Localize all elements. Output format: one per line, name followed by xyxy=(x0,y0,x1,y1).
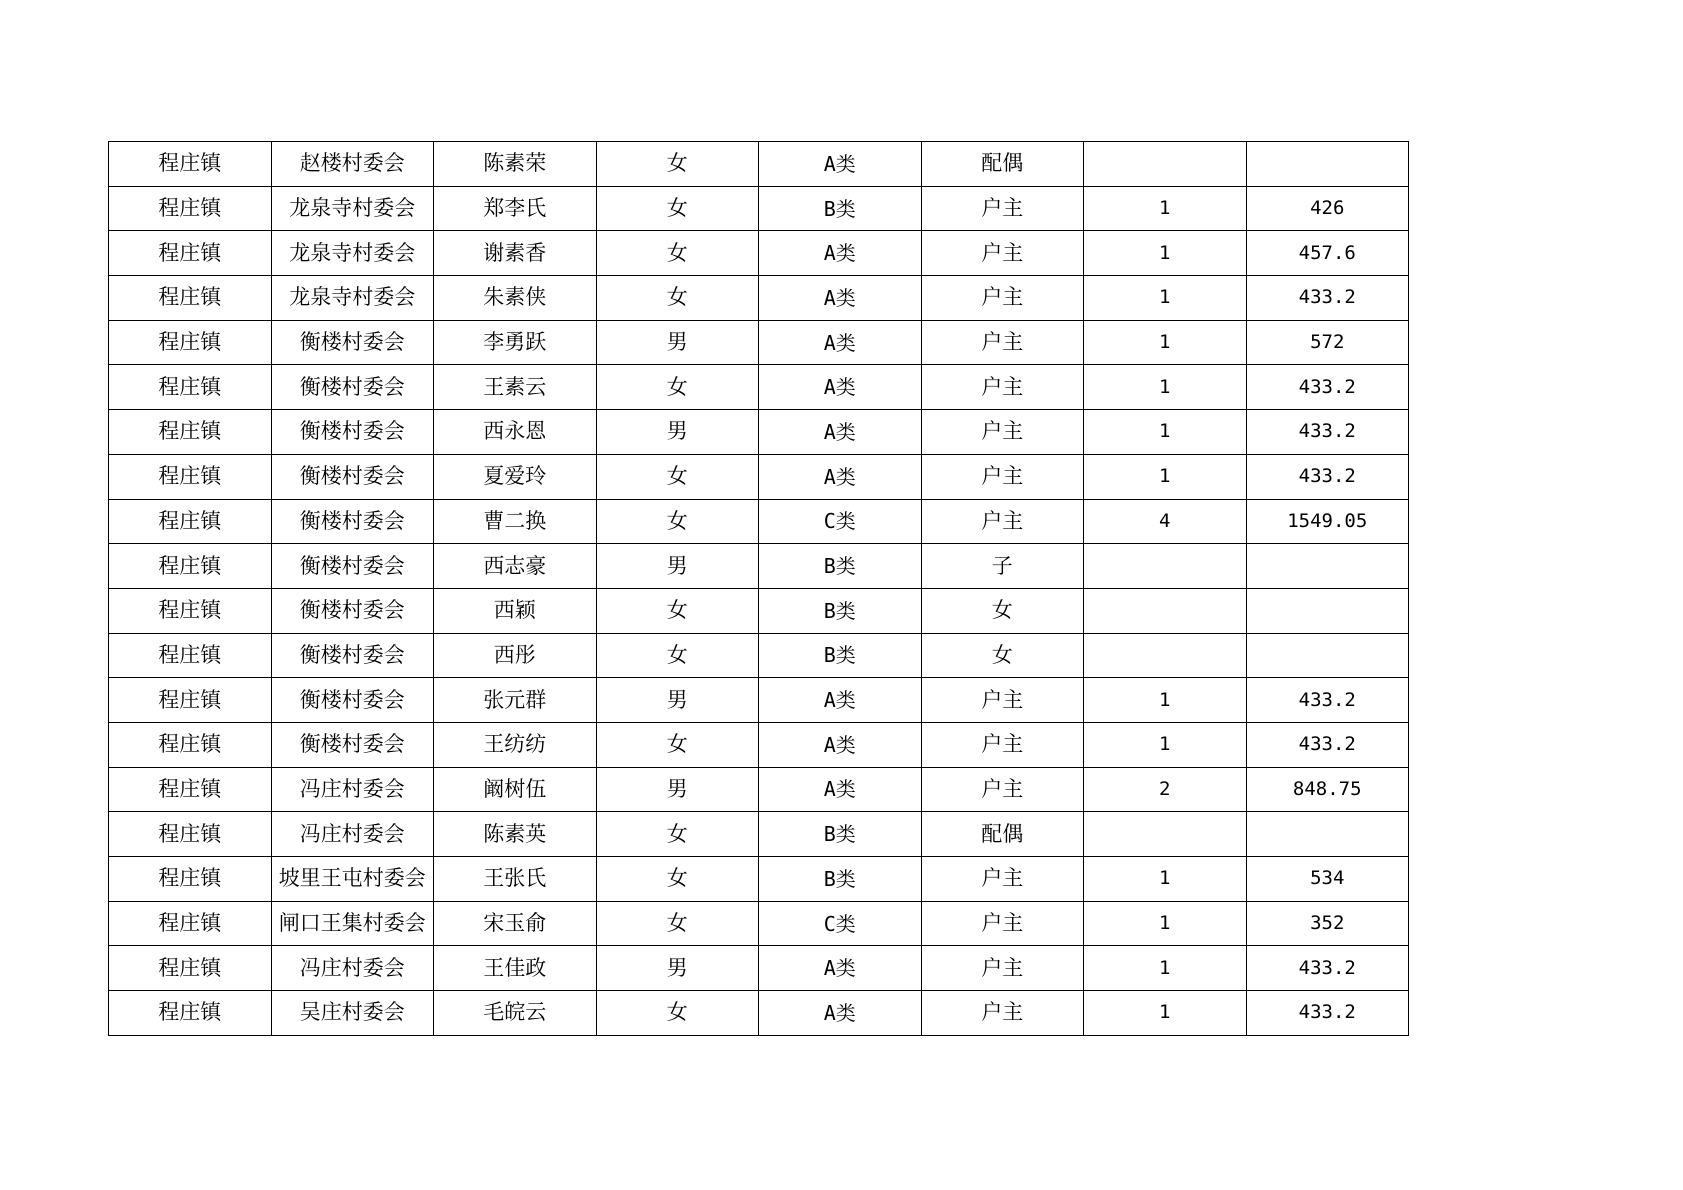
amount-cell xyxy=(1246,588,1409,633)
town-cell: 程庄镇 xyxy=(109,142,272,187)
village-committee-cell: 衡楼村委会 xyxy=(271,633,434,678)
relation-cell: 配偶 xyxy=(921,142,1084,187)
relation-cell: 户主 xyxy=(921,722,1084,767)
category-cell: A类 xyxy=(759,365,922,410)
town-cell: 程庄镇 xyxy=(109,276,272,321)
village-committee-cell: 冯庄村委会 xyxy=(271,946,434,991)
name-cell: 西永恩 xyxy=(434,410,597,455)
town-cell: 程庄镇 xyxy=(109,991,272,1036)
relation-cell: 子 xyxy=(921,544,1084,589)
gender-cell: 男 xyxy=(596,767,759,812)
gender-cell: 女 xyxy=(596,588,759,633)
category-cell: A类 xyxy=(759,678,922,723)
category-cell: C类 xyxy=(759,499,922,544)
category-cell: B类 xyxy=(759,633,922,678)
village-committee-cell: 龙泉寺村委会 xyxy=(271,231,434,276)
town-cell: 程庄镇 xyxy=(109,365,272,410)
category-cell: C类 xyxy=(759,901,922,946)
table-row xyxy=(109,767,1409,812)
town-cell: 程庄镇 xyxy=(109,857,272,902)
amount-cell xyxy=(1246,142,1409,187)
village-committee-cell: 龙泉寺村委会 xyxy=(271,186,434,231)
town-cell: 程庄镇 xyxy=(109,767,272,812)
household-size-cell: 1 xyxy=(1084,320,1247,365)
gender-cell: 女 xyxy=(596,499,759,544)
name-cell: 王素云 xyxy=(434,365,597,410)
village-committee-cell: 衡楼村委会 xyxy=(271,678,434,723)
table-row xyxy=(109,812,1409,857)
relation-cell: 女 xyxy=(921,588,1084,633)
gender-cell: 女 xyxy=(596,142,759,187)
gender-cell: 男 xyxy=(596,678,759,723)
amount-cell: 433.2 xyxy=(1246,410,1409,455)
amount-cell: 433.2 xyxy=(1246,991,1409,1036)
relation-cell: 户主 xyxy=(921,991,1084,1036)
gender-cell: 男 xyxy=(596,946,759,991)
town-cell: 程庄镇 xyxy=(109,410,272,455)
category-cell: A类 xyxy=(759,231,922,276)
household-size-cell: 4 xyxy=(1084,499,1247,544)
village-committee-cell: 冯庄村委会 xyxy=(271,812,434,857)
household-size-cell: 1 xyxy=(1084,857,1247,902)
amount-cell: 426 xyxy=(1246,186,1409,231)
village-committee-cell: 衡楼村委会 xyxy=(271,544,434,589)
table-body xyxy=(109,142,1409,1036)
table-row xyxy=(109,320,1409,365)
table-row xyxy=(109,499,1409,544)
amount-cell: 457.6 xyxy=(1246,231,1409,276)
relation-cell: 户主 xyxy=(921,767,1084,812)
household-size-cell xyxy=(1084,544,1247,589)
gender-cell: 女 xyxy=(596,857,759,902)
table-row xyxy=(109,991,1409,1036)
household-size-cell: 1 xyxy=(1084,991,1247,1036)
amount-cell: 433.2 xyxy=(1246,276,1409,321)
name-cell: 王张氏 xyxy=(434,857,597,902)
town-cell: 程庄镇 xyxy=(109,633,272,678)
household-size-cell: 1 xyxy=(1084,231,1247,276)
table-row xyxy=(109,142,1409,187)
name-cell: 夏爱玲 xyxy=(434,454,597,499)
village-committee-cell: 冯庄村委会 xyxy=(271,767,434,812)
name-cell: 李勇跃 xyxy=(434,320,597,365)
village-committee-cell: 衡楼村委会 xyxy=(271,588,434,633)
relation-cell: 户主 xyxy=(921,499,1084,544)
household-size-cell: 1 xyxy=(1084,276,1247,321)
town-cell: 程庄镇 xyxy=(109,946,272,991)
gender-cell: 女 xyxy=(596,231,759,276)
category-cell: A类 xyxy=(759,410,922,455)
town-cell: 程庄镇 xyxy=(109,231,272,276)
category-cell: B类 xyxy=(759,812,922,857)
town-cell: 程庄镇 xyxy=(109,588,272,633)
town-cell: 程庄镇 xyxy=(109,901,272,946)
table-row xyxy=(109,633,1409,678)
relation-cell: 户主 xyxy=(921,186,1084,231)
table-row xyxy=(109,544,1409,589)
category-cell: A类 xyxy=(759,767,922,812)
household-size-cell xyxy=(1084,812,1247,857)
table-row xyxy=(109,722,1409,767)
household-size-cell: 1 xyxy=(1084,454,1247,499)
category-cell: B类 xyxy=(759,857,922,902)
household-size-cell: 1 xyxy=(1084,410,1247,455)
relation-cell: 户主 xyxy=(921,678,1084,723)
household-size-cell: 1 xyxy=(1084,901,1247,946)
village-committee-cell: 衡楼村委会 xyxy=(271,410,434,455)
category-cell: B类 xyxy=(759,544,922,589)
table-row xyxy=(109,588,1409,633)
gender-cell: 女 xyxy=(596,365,759,410)
household-size-cell xyxy=(1084,588,1247,633)
gender-cell: 女 xyxy=(596,454,759,499)
household-size-cell: 1 xyxy=(1084,186,1247,231)
category-cell: A类 xyxy=(759,320,922,365)
data-table xyxy=(108,141,1409,1036)
amount-cell: 433.2 xyxy=(1246,454,1409,499)
town-cell: 程庄镇 xyxy=(109,722,272,767)
relation-cell: 女 xyxy=(921,633,1084,678)
amount-cell: 433.2 xyxy=(1246,678,1409,723)
household-size-cell xyxy=(1084,633,1247,678)
name-cell: 张元群 xyxy=(434,678,597,723)
gender-cell: 女 xyxy=(596,276,759,321)
village-committee-cell: 衡楼村委会 xyxy=(271,722,434,767)
relation-cell: 户主 xyxy=(921,320,1084,365)
table-row xyxy=(109,365,1409,410)
category-cell: B类 xyxy=(759,186,922,231)
name-cell: 王纺纺 xyxy=(434,722,597,767)
gender-cell: 女 xyxy=(596,722,759,767)
household-size-cell: 1 xyxy=(1084,722,1247,767)
table-row xyxy=(109,946,1409,991)
category-cell: A类 xyxy=(759,722,922,767)
name-cell: 西志豪 xyxy=(434,544,597,589)
village-committee-cell: 坡里王屯村委会 xyxy=(271,857,434,902)
town-cell: 程庄镇 xyxy=(109,678,272,723)
gender-cell: 女 xyxy=(596,633,759,678)
relation-cell: 户主 xyxy=(921,276,1084,321)
category-cell: A类 xyxy=(759,946,922,991)
gender-cell: 男 xyxy=(596,544,759,589)
relation-cell: 户主 xyxy=(921,857,1084,902)
amount-cell xyxy=(1246,633,1409,678)
village-committee-cell: 吴庄村委会 xyxy=(271,991,434,1036)
category-cell: A类 xyxy=(759,142,922,187)
table-row xyxy=(109,231,1409,276)
table-row xyxy=(109,410,1409,455)
name-cell: 西彤 xyxy=(434,633,597,678)
relation-cell: 户主 xyxy=(921,410,1084,455)
category-cell: A类 xyxy=(759,276,922,321)
relation-cell: 户主 xyxy=(921,231,1084,276)
town-cell: 程庄镇 xyxy=(109,454,272,499)
amount-cell: 534 xyxy=(1246,857,1409,902)
village-committee-cell: 赵楼村委会 xyxy=(271,142,434,187)
amount-cell: 352 xyxy=(1246,901,1409,946)
relation-cell: 户主 xyxy=(921,946,1084,991)
name-cell: 陈素荣 xyxy=(434,142,597,187)
amount-cell: 1549.05 xyxy=(1246,499,1409,544)
relation-cell: 户主 xyxy=(921,454,1084,499)
amount-cell xyxy=(1246,544,1409,589)
table-row xyxy=(109,276,1409,321)
name-cell: 郑李氏 xyxy=(434,186,597,231)
household-size-cell xyxy=(1084,142,1247,187)
household-size-cell: 1 xyxy=(1084,678,1247,723)
gender-cell: 女 xyxy=(596,901,759,946)
amount-cell: 433.2 xyxy=(1246,722,1409,767)
category-cell: B类 xyxy=(759,588,922,633)
amount-cell: 848.75 xyxy=(1246,767,1409,812)
name-cell: 曹二换 xyxy=(434,499,597,544)
amount-cell: 433.2 xyxy=(1246,365,1409,410)
table-row xyxy=(109,678,1409,723)
village-committee-cell: 衡楼村委会 xyxy=(271,320,434,365)
household-size-cell: 2 xyxy=(1084,767,1247,812)
relation-cell: 配偶 xyxy=(921,812,1084,857)
village-committee-cell: 衡楼村委会 xyxy=(271,454,434,499)
household-size-cell: 1 xyxy=(1084,946,1247,991)
table-row xyxy=(109,186,1409,231)
name-cell: 王佳政 xyxy=(434,946,597,991)
gender-cell: 男 xyxy=(596,410,759,455)
village-committee-cell: 闸口王集村委会 xyxy=(271,901,434,946)
gender-cell: 女 xyxy=(596,186,759,231)
name-cell: 谢素香 xyxy=(434,231,597,276)
village-committee-cell: 衡楼村委会 xyxy=(271,499,434,544)
table-row xyxy=(109,454,1409,499)
name-cell: 朱素侠 xyxy=(434,276,597,321)
name-cell: 阚树伍 xyxy=(434,767,597,812)
village-committee-cell: 衡楼村委会 xyxy=(271,365,434,410)
table-row xyxy=(109,901,1409,946)
gender-cell: 男 xyxy=(596,320,759,365)
relation-cell: 户主 xyxy=(921,901,1084,946)
amount-cell: 572 xyxy=(1246,320,1409,365)
gender-cell: 女 xyxy=(596,812,759,857)
name-cell: 宋玉俞 xyxy=(434,901,597,946)
amount-cell xyxy=(1246,812,1409,857)
name-cell: 西颖 xyxy=(434,588,597,633)
town-cell: 程庄镇 xyxy=(109,499,272,544)
amount-cell: 433.2 xyxy=(1246,946,1409,991)
spreadsheet-page xyxy=(108,141,1408,1036)
relation-cell: 户主 xyxy=(921,365,1084,410)
name-cell: 陈素英 xyxy=(434,812,597,857)
town-cell: 程庄镇 xyxy=(109,544,272,589)
category-cell: A类 xyxy=(759,991,922,1036)
gender-cell: 女 xyxy=(596,991,759,1036)
household-size-cell: 1 xyxy=(1084,365,1247,410)
village-committee-cell: 龙泉寺村委会 xyxy=(271,276,434,321)
table-row xyxy=(109,857,1409,902)
category-cell: A类 xyxy=(759,454,922,499)
town-cell: 程庄镇 xyxy=(109,812,272,857)
town-cell: 程庄镇 xyxy=(109,320,272,365)
town-cell: 程庄镇 xyxy=(109,186,272,231)
name-cell: 毛皖云 xyxy=(434,991,597,1036)
